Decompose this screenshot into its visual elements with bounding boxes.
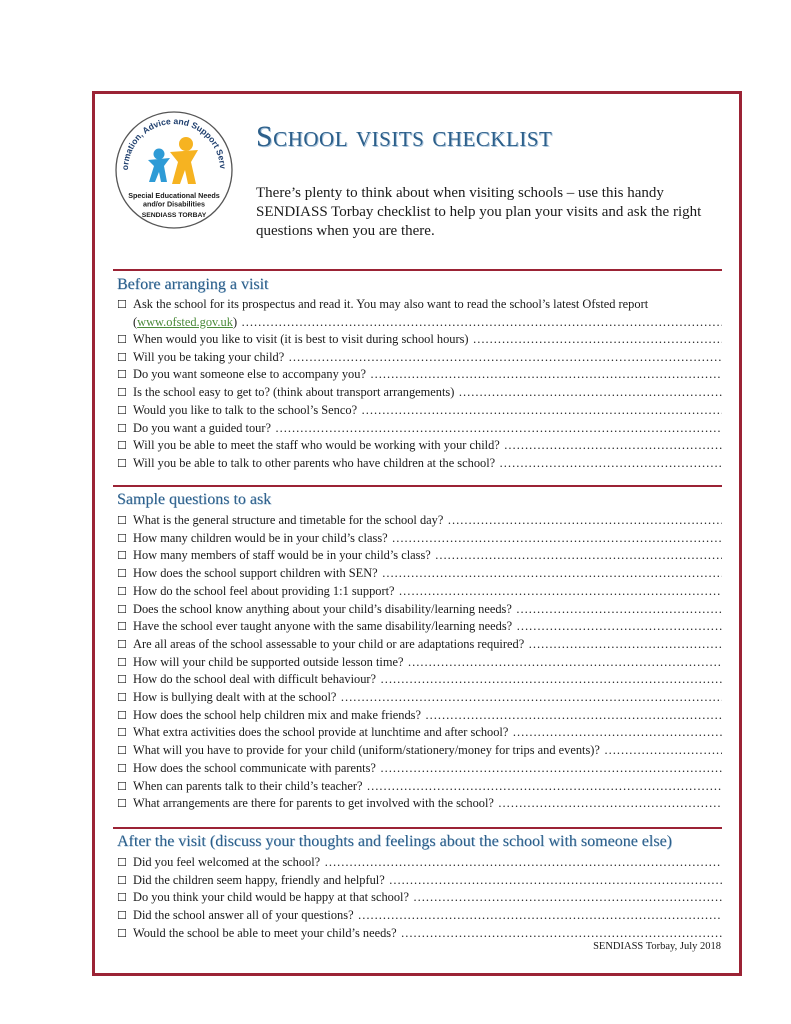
checklist-item (117, 854, 722, 872)
checklist-item-text: Did the school answer all of your questions? (133, 908, 354, 923)
checkbox[interactable]: ☐ (117, 514, 127, 527)
checklist-item-text: What will you have to provide for your child (uniform/stationery/money for trips and events)? (133, 743, 600, 758)
checkbox[interactable]: ☐ (117, 708, 127, 722)
checkbox[interactable]: ☐ (117, 549, 127, 563)
dot-leader (378, 565, 722, 583)
checkbox[interactable]: ☐ (117, 620, 127, 634)
checkbox[interactable]: ☐ (117, 744, 127, 758)
checkbox[interactable]: ☐ (117, 567, 127, 581)
checkbox[interactable]: ☐ (117, 584, 127, 598)
section-divider (113, 269, 722, 271)
checklist-item (117, 760, 722, 778)
sample-questions-checklist (117, 512, 722, 813)
checklist-item-text: How many children would be in your child’s class? (133, 530, 388, 545)
dot-leader (320, 854, 722, 872)
page-title: School visits checklist (256, 120, 553, 153)
checklist-item (117, 384, 722, 402)
checklist-item (117, 565, 722, 583)
checkbox[interactable]: ☐ (117, 856, 127, 869)
logo-line-1: Special Educational Needs (128, 191, 220, 200)
checkbox[interactable]: ☐ (117, 891, 127, 905)
checkbox[interactable]: ☐ (117, 421, 127, 435)
logo-line-3: SENDIASS TORBAY (141, 212, 207, 219)
checklist-item-text: When can parents talk to their child’s teacher? (133, 778, 363, 793)
checklist-item (117, 583, 722, 601)
dot-leader (397, 925, 722, 943)
sendiass-logo-graphic (112, 108, 236, 232)
section-divider (113, 827, 722, 829)
dot-leader (443, 512, 722, 530)
dot-leader (512, 618, 722, 636)
checkbox[interactable]: ☐ (117, 797, 127, 811)
dot-leader (404, 654, 723, 672)
checklist-item (117, 778, 722, 796)
checklist-item (117, 889, 722, 907)
checklist-item (117, 296, 722, 331)
checkbox[interactable]: ☐ (117, 368, 127, 382)
dot-leader (362, 778, 722, 796)
dot-leader (376, 671, 722, 689)
checklist-item-text: Would you like to talk to the school’s Senco? (133, 402, 358, 417)
checklist-item-text: Are all areas of the school assessable to your child or are adaptations required? (133, 636, 525, 651)
section-divider (113, 485, 722, 487)
dot-leader (395, 583, 722, 601)
checklist-item-text: How is bullying dealt with at the school? (133, 690, 337, 705)
logo-ring-text: ormation, Advice and Support Serv (119, 115, 229, 171)
checklist-item (117, 366, 722, 384)
checklist-item (117, 872, 722, 890)
dot-leader (431, 547, 722, 565)
checklist-item-text: How will your child be supported outside lesson time? (133, 654, 404, 669)
checklist-item (117, 707, 722, 725)
intro-paragraph: There’s plenty to think about when visiting schools – use this handy SENDIASS Torbay checklist to help you plan your visits and ask the right questions when you are there. (256, 185, 702, 239)
checklist-item-text: How many members of staff would be in your child’s class? (133, 548, 431, 563)
checklist-item (117, 437, 722, 455)
checkbox[interactable]: ☐ (117, 779, 127, 793)
checkbox[interactable]: ☐ (117, 298, 127, 311)
checkbox[interactable]: ☐ (117, 673, 127, 687)
dot-leader (500, 437, 722, 455)
checklist-item-text: Do you want someone else to accompany you? (133, 367, 366, 382)
checklist-item-text: How does the school support children with SEN? (133, 566, 378, 581)
after-visit-checklist (117, 854, 722, 943)
checklist-item (117, 671, 722, 689)
checklist-item (117, 925, 722, 943)
section-title-after-visit: After the visit (discuss your thoughts and feelings about the school with someone else) (117, 833, 673, 850)
logo-line-2: and/or Disabilities (143, 199, 205, 209)
dot-leader (409, 889, 722, 907)
dot-leader (512, 601, 722, 619)
section-title-sample-questions: Sample questions to ask (117, 491, 272, 508)
ofsted-link[interactable]: www.ofsted.gov.uk (137, 314, 233, 329)
before-visit-checklist-rest (117, 331, 722, 473)
checklist-item-text: Will you be able to talk to other parents who have children at the school? (133, 455, 496, 470)
checklist-item-text: Do you want a guided tour? (133, 420, 271, 435)
checklist-item (117, 530, 722, 548)
checkbox[interactable]: ☐ (117, 403, 127, 417)
checklist-item-text: When would you like to visit (it is best to visit during school hours) (133, 332, 469, 346)
checklist-item-text: Do you think your child would be happy at that school? (133, 890, 409, 905)
dot-leader (508, 724, 722, 742)
checklist-item (117, 547, 722, 565)
dot-leader (388, 530, 722, 548)
checkbox[interactable]: ☐ (117, 531, 127, 545)
footer-credit: SENDIASS Torbay, July 2018 (593, 941, 721, 952)
link-close-paren: ) (232, 314, 238, 329)
checklist-item (117, 795, 722, 813)
checklist-item (117, 331, 722, 349)
checklist-item-text: What arrangements are there for parents to get involved with the school? (133, 796, 494, 811)
checkbox[interactable]: ☐ (117, 926, 127, 940)
checklist-item-text: Does the school know anything about your child’s disability/learning needs? (133, 601, 512, 616)
checkbox[interactable]: ☐ (117, 726, 127, 740)
checklist-item-text: How do the school deal with difficult behaviour? (133, 672, 377, 687)
checkbox[interactable]: ☐ (117, 439, 127, 453)
checklist-item-text: What is the general structure and timetable for the school day? (133, 513, 444, 527)
sendiass-logo (112, 108, 236, 232)
checklist-item-text: Will you be able to meet the staff who would be working with your child? (133, 438, 500, 453)
checklist-item-text: What extra activities does the school provide at lunchtime and after school? (133, 725, 509, 740)
dot-leader (376, 760, 722, 778)
checklist-item (117, 601, 722, 619)
checklist-item-text: How does the school help children mix and make friends? (133, 707, 422, 722)
checklist-item (117, 512, 722, 530)
dot-leader (524, 636, 722, 654)
dot-leader (454, 384, 722, 402)
checklist-item (117, 636, 722, 654)
dot-leader (354, 907, 722, 925)
dot-leader (284, 349, 722, 367)
checkbox[interactable]: ☐ (117, 350, 127, 364)
checklist-item-text: Did you feel welcomed at the school? (133, 855, 321, 869)
checklist-item (117, 907, 722, 925)
section-title-before-visit: Before arranging a visit (117, 276, 269, 293)
checklist-item (117, 402, 722, 420)
checklist-item-text: Is the school easy to get to? (think about transport arrangements) (133, 385, 455, 400)
dot-leader (385, 872, 722, 890)
checklist-item (117, 654, 722, 672)
checklist-item-text: Have the school ever taught anyone with the same disability/learning needs? (133, 619, 513, 634)
checklist-item-text: How does the school communicate with parents? (133, 760, 376, 775)
checkbox[interactable]: ☐ (117, 761, 127, 775)
dot-leader (469, 331, 722, 349)
link-open-paren: ( (133, 314, 138, 329)
checklist-item (117, 455, 722, 473)
checkbox[interactable]: ☐ (117, 333, 127, 346)
dot-leader (421, 707, 722, 725)
checkbox[interactable]: ☐ (117, 691, 127, 705)
checkbox[interactable]: ☐ (117, 386, 127, 400)
dot-leader (600, 742, 722, 760)
checklist-item-text: Did the children seem happy, friendly and helpful? (133, 872, 385, 887)
dot-leader (495, 455, 722, 473)
checklist-item-text: Would the school be able to meet your child’s needs? (133, 925, 397, 940)
dot-leader (237, 314, 722, 332)
checklist-item (117, 742, 722, 760)
checklist-item (117, 349, 722, 367)
dot-leader (494, 795, 722, 813)
checklist-item-text: How do the school feel about providing 1:1 support? (133, 583, 395, 598)
checkbox[interactable]: ☐ (117, 637, 127, 651)
checkbox[interactable]: ☐ (117, 655, 127, 669)
checkbox[interactable]: ☐ (117, 456, 127, 470)
dot-leader (271, 420, 722, 438)
dot-leader (366, 366, 722, 384)
checklist-item-text: Will you be taking your child? (133, 349, 285, 364)
dot-leader (336, 689, 722, 707)
dot-leader (357, 402, 722, 420)
checklist-item (117, 689, 722, 707)
checklist-item-text: Ask the school for its prospectus and read it. You may also want to read the school’s latest Ofsted report (133, 297, 649, 311)
before-visit-checklist (117, 296, 722, 331)
checkbox[interactable]: ☐ (117, 873, 127, 887)
checklist-item (117, 724, 722, 742)
checkbox[interactable]: ☐ (117, 909, 127, 923)
checkbox[interactable]: ☐ (117, 602, 127, 616)
checklist-item (117, 618, 722, 636)
checklist-item (117, 420, 722, 438)
